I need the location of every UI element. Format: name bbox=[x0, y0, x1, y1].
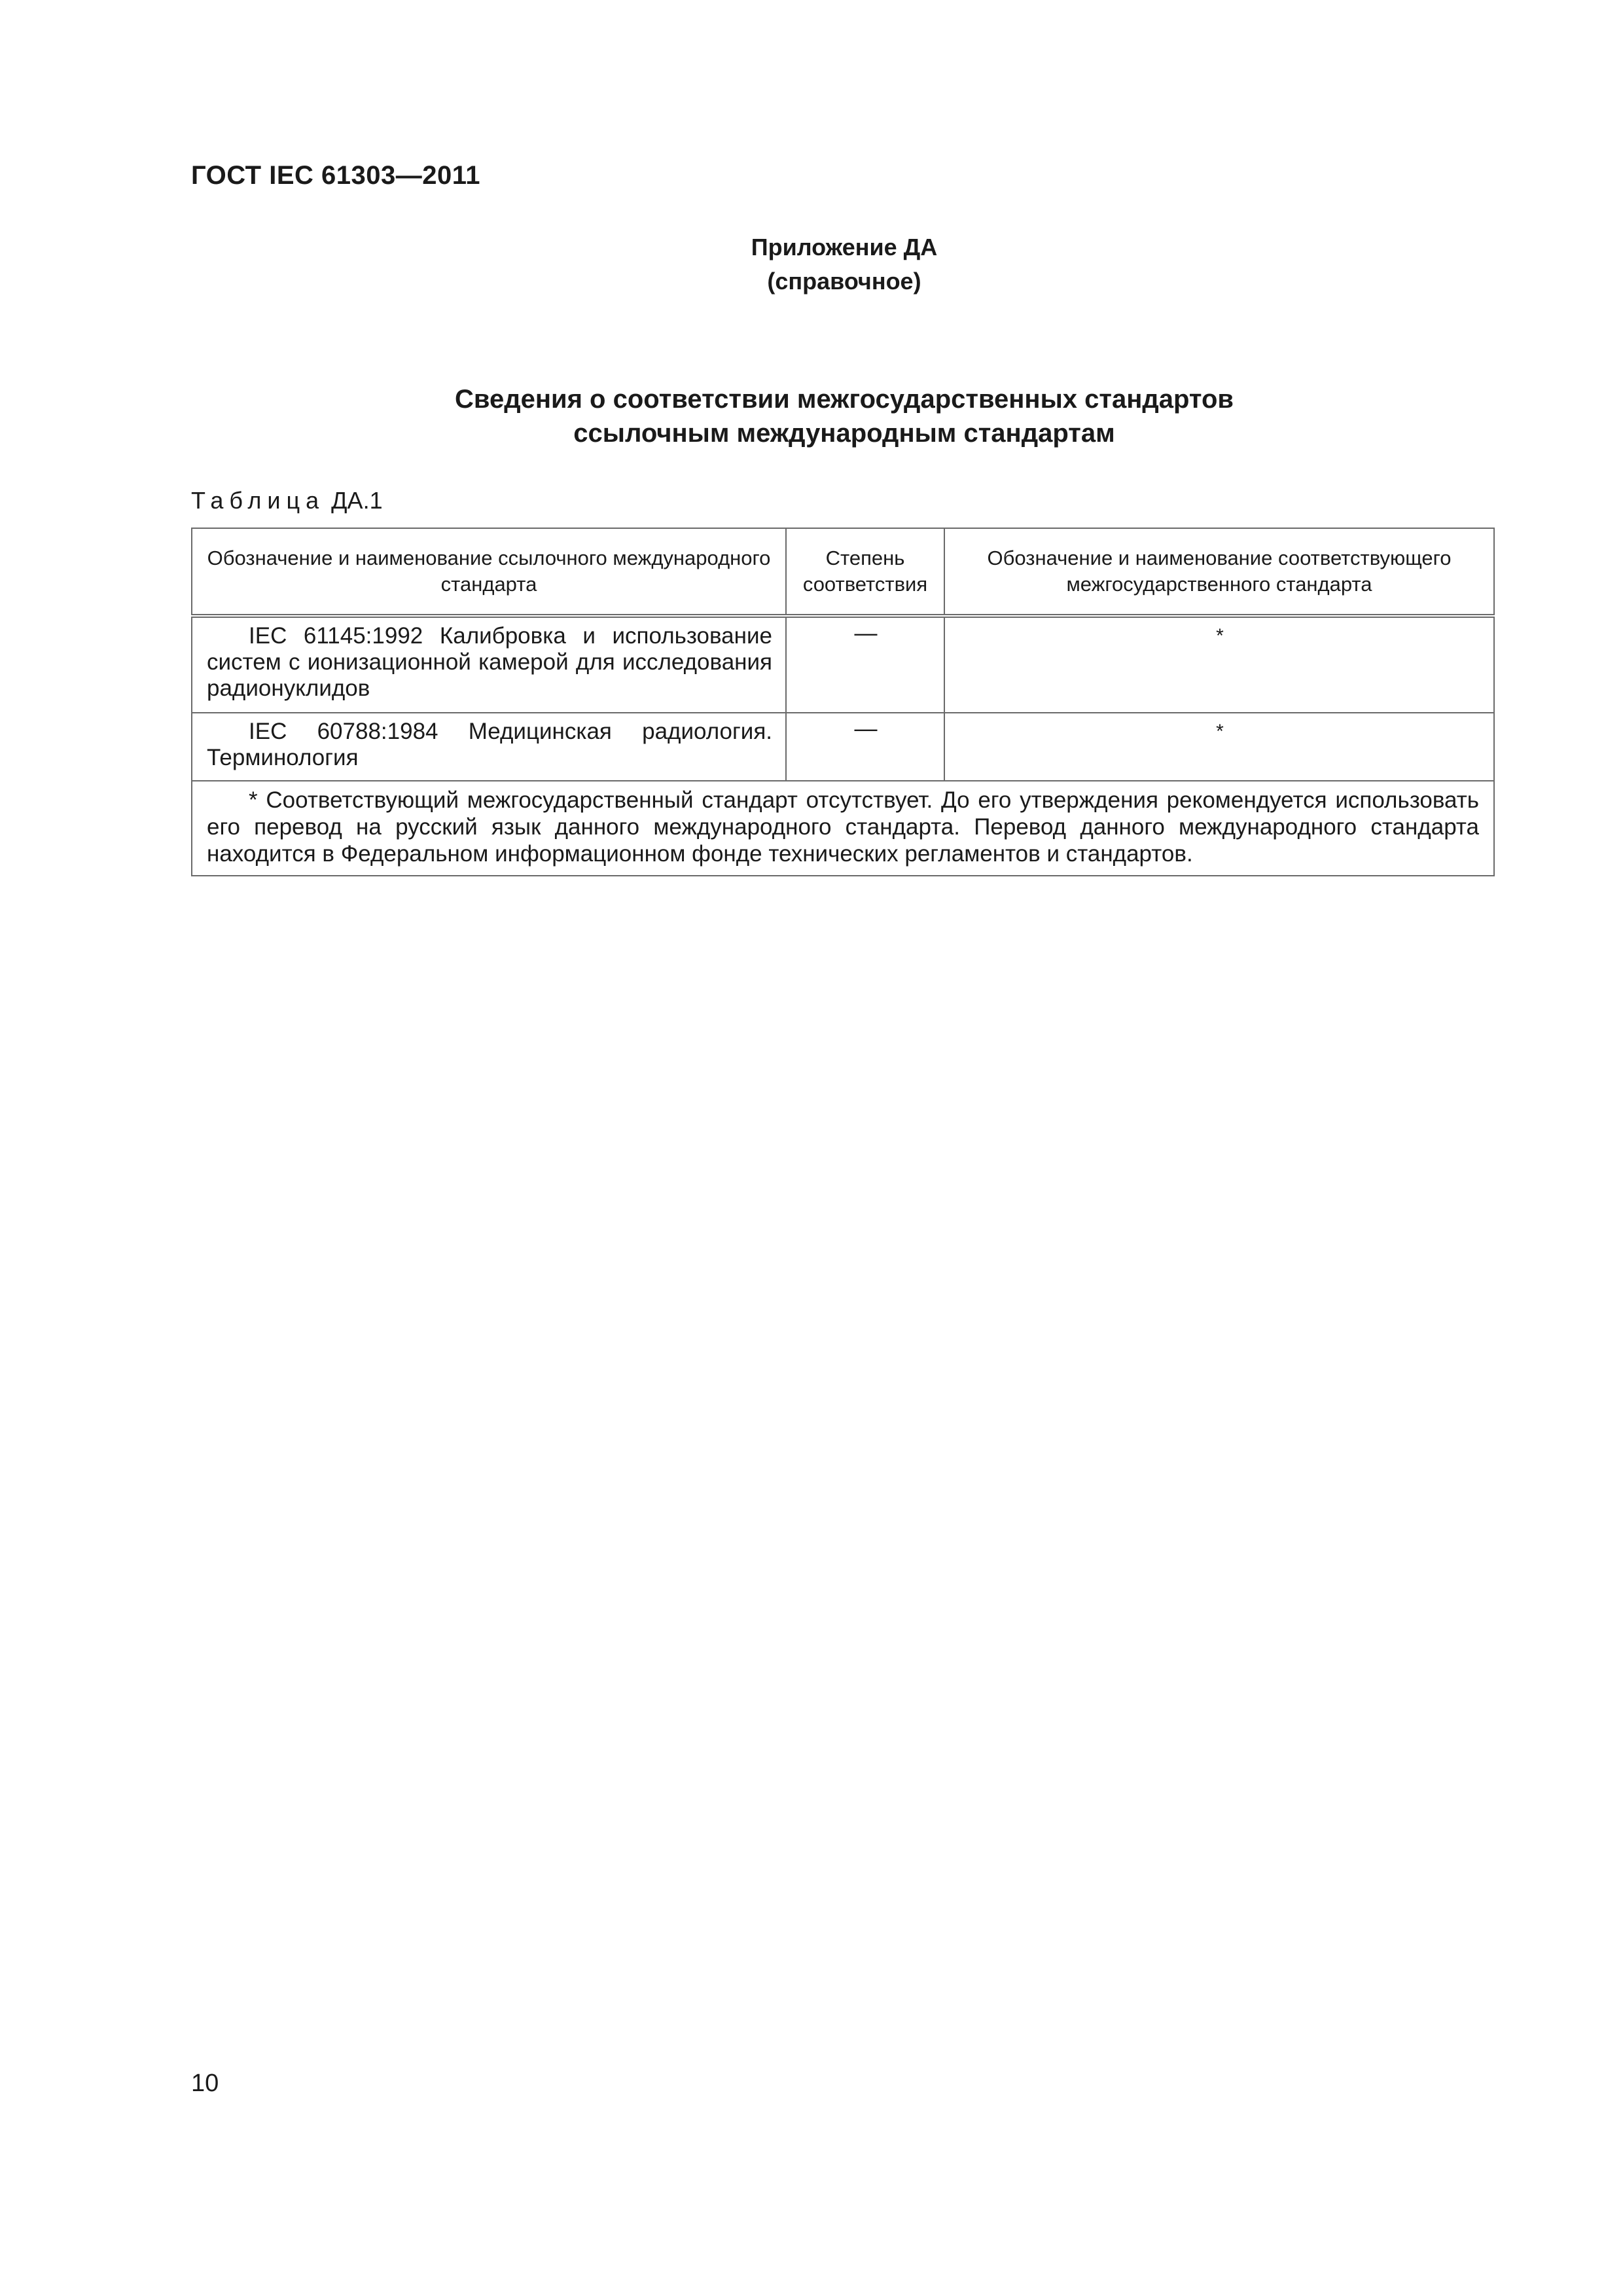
reference-standard-cell bbox=[192, 713, 786, 781]
table-caption bbox=[191, 487, 383, 514]
table-footnote-row bbox=[192, 781, 1494, 876]
table-caption-word: Таблица bbox=[191, 487, 325, 514]
table-row bbox=[192, 713, 1494, 781]
page-number: 10 bbox=[191, 2070, 219, 2097]
appendix-kind: (справочное) bbox=[767, 268, 921, 295]
column-header-reference: Обозначение и наименование ссылочного международного стандарта bbox=[192, 528, 786, 616]
appendix-title: Приложение ДА bbox=[751, 234, 938, 260]
reference-standard-text: IEC 60788:1984 Медицинская радиология. Терминология bbox=[207, 719, 772, 770]
reference-standard-text: IEC 61145:1992 Калибровка и использование систем с ионизационной камерой для исследования радионуклидов bbox=[207, 623, 772, 701]
degree-cell: — bbox=[786, 713, 944, 781]
column-header-interstate: Обозначение и наименование соответствующего межгосударственного стандарта bbox=[944, 528, 1494, 616]
table-footnote-text: * Соответствующий межгосударственный стандарт отсутствует. До его утверждения рекомендуется использовать его перевод на русский язык данного международного стандарта. Перевод данного международного стандарта находится в Федеральном информационном фонде технических регламентов и стандартов. bbox=[207, 787, 1479, 867]
table-row bbox=[192, 616, 1494, 713]
appendix-heading bbox=[654, 230, 1034, 298]
section-title-line-2: ссылочным международным стандартам bbox=[573, 419, 1115, 448]
section-title bbox=[314, 382, 1374, 450]
degree-cell: — bbox=[786, 616, 944, 713]
column-header-degree: Степень соответствия bbox=[786, 528, 944, 616]
table-caption-number: ДА.1 bbox=[331, 487, 383, 514]
interstate-standard-cell: * bbox=[944, 713, 1494, 781]
correspondence-table bbox=[191, 528, 1495, 876]
interstate-standard-cell: * bbox=[944, 616, 1494, 713]
section-title-line-1: Сведения о соответствии межгосударственных стандартов bbox=[455, 385, 1234, 414]
table-footnote bbox=[192, 781, 1494, 876]
reference-standard-cell bbox=[192, 616, 786, 713]
document-code: ГОСТ IEC 61303—2011 bbox=[191, 161, 480, 190]
table-header-row bbox=[192, 528, 1494, 616]
